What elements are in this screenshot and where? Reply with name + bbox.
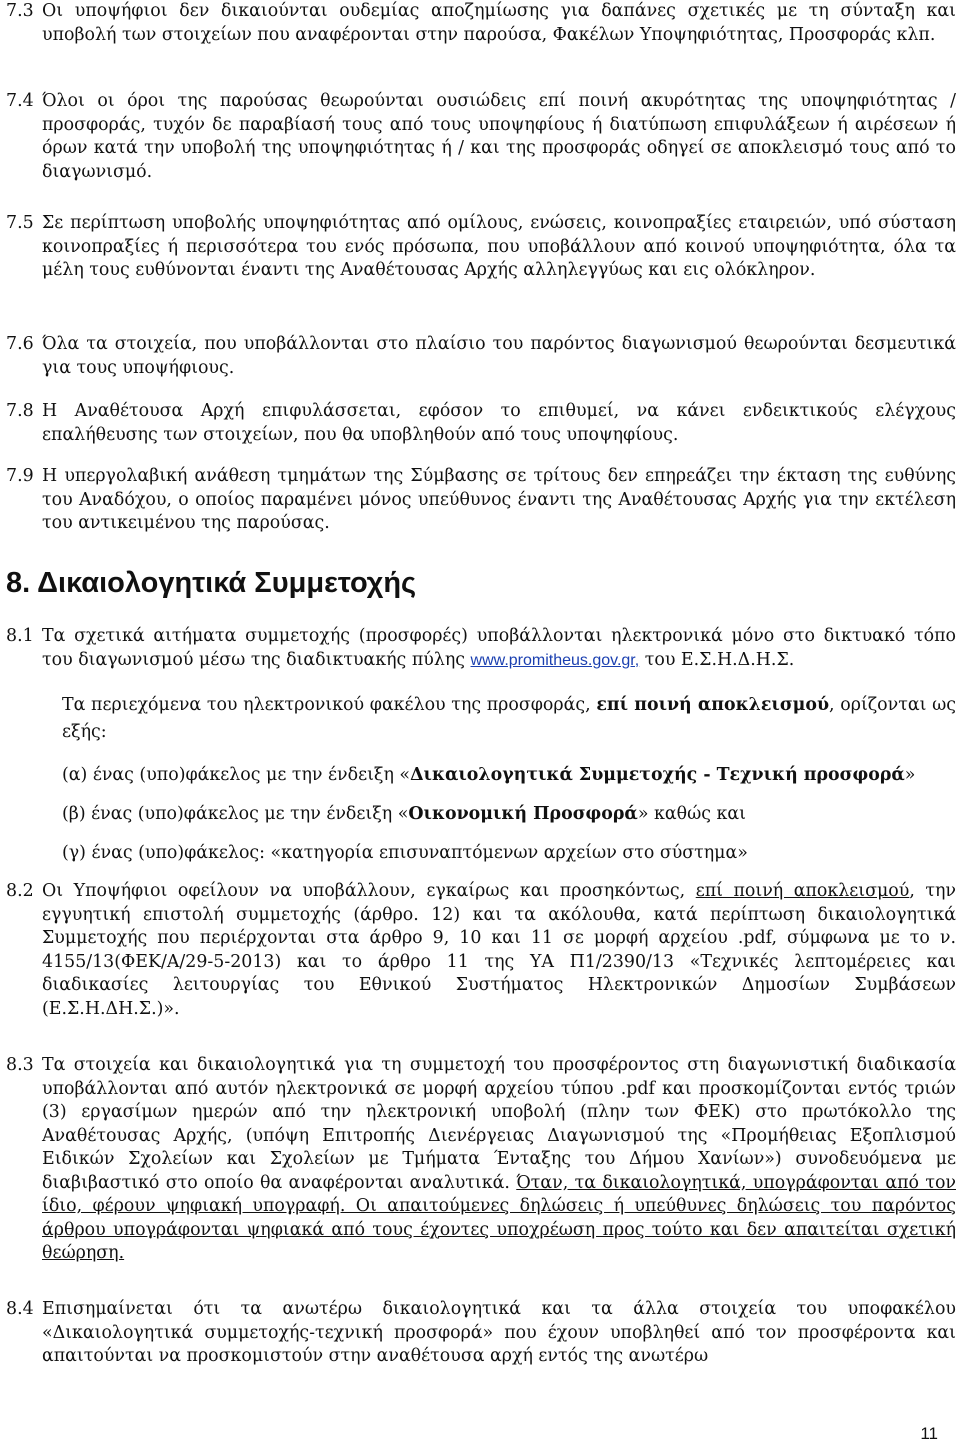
intro-text-end: , ορίζονται ως εξής: — [62, 695, 957, 742]
paragraph-text: Τα στοιχεία και δικαιολογητικά για τη συμμετοχή του προσφέροντος στη διαγωνιστική διαδικασία υποβάλλονται από αυτόν ηλεκτρονικά σε μορφή αρχείου τύπου .pdf και προσκομίζονται εντός τριών (3) εργασίμων ημερών από την ηλεκτρονική υποβολή (πλην των ΦΕΚ) στο πρωτόκολλο της Αναθέτουσας Αρχής, (υπόψη Επιτροπής Διενέργειας Διαγωνισμού της «Προμήθειας Εξοπλισμού Ειδικών Σχολείων και Σχολείων με Τμήματα Ένταξης του Δήμου Χανίων») συνοδευόμενα με διαβιβαστικό στο οποίο θα αναφέρονται αναλυτικά. — [42, 1055, 956, 1193]
contents-intro — [62, 692, 956, 746]
paragraph-text: Οι Υποψήφιοι οφείλουν να υποβάλλουν, εγκαίρως και προσηκόντως, — [42, 881, 686, 901]
paragraph-text: Η υπεργολαβική ανάθεση τμημάτων της Σύμβασης σε τρίτους δεν επηρεάζει την έκταση της ευθύνης του Αναδόχου, ο οποίος παραμένει μόνος υπεύθυνος έναντι της Αναθέτουσας Αρχής για την εκτέλεση του αντικειμένου της παρούσας. — [42, 466, 956, 533]
item-a-prefix: (α) ένας (υπο)φάκελος με την ένδειξη « — [62, 765, 411, 785]
paragraph-number: 8.4 — [6, 1299, 34, 1319]
paragraph-text: Όλοι οι όροι της παρούσας θεωρούνται ουσιώδεις επί ποινή ακυρότητας της υποψηφιότητας / προσφοράς, τυχόν δε παραβίασή τους από τους υποψηφίους ή διατύπωση επιφυλάξεων ή αιρέσεων ή όρων κατά την υποβολή της υποψηφιότητας ή / και της προσφοράς οδηγεί σε αποκλεισμό τους από το διαγωνισμό. — [42, 91, 956, 182]
paragraph-number: 8.1 — [6, 626, 34, 646]
item-a-bold: Δικαιολογητικά Συμμετοχής - Τεχνική προσφορά — [410, 765, 905, 785]
paragraph-number: 7.3 — [6, 1, 34, 21]
intro-text: Τα περιεχόμενα του ηλεκτρονικού φακέλου της προσφοράς, — [62, 695, 591, 715]
paragraph-7-4 — [6, 90, 956, 184]
paragraph-7-5 — [6, 212, 956, 283]
paragraph-text: Οι υποψήφιοι δεν δικαιούνται ουδεμίας αποζημίωσης για δαπάνες σχετικές με τη σύνταξη και υποβολή των στοιχείων που αναφέρονται στην παρούσα, Φακέλων Υποψηφιότητας, Προσφοράς κλπ. — [42, 1, 956, 45]
item-b-suffix: » καθώς και — [637, 804, 746, 824]
item-a-suffix: » — [904, 765, 916, 785]
page-number: 11 — [920, 1424, 938, 1443]
paragraph-8-1 — [6, 625, 956, 672]
paragraph-text: Τα σχετικά αιτήματα συμμετοχής (προσφορές) υποβάλλονται ηλεκτρονικά μόνο στο δικτυακό τόπο του διαγωνισμού μέσω της διαδικτυακής πύλης — [42, 626, 956, 670]
paragraph-text: Όλα τα στοιχεία, που υποβάλλονται στο πλαίσιο του παρόντος διαγωνισμού θεωρούνται δεσμευτικά για τους υποψήφιους. — [42, 334, 956, 378]
paragraph-text: Σε περίπτωση υποβολής υποψηφιότητας από ομίλους, ενώσεις, κοινοπραξίες εταιρειών, υπό σύσταση κοινοπραξίες ή περισσότερα του ενός πρόσωπα, που υποβάλλουν από κοινού υποψηφιότητα, όλα τα μέλη τους ευθύνονται έναντι της Αναθέτουσας Αρχής αλληλεγγύως και εις ολόκληρον. — [42, 213, 956, 280]
paragraph-text-end: , την εγγυητική επιστολή συμμετοχής (άρθρο. 12) και τα ακόλουθα, κατά περίπτωση δικαιολογητικά Συμμετοχής που περιέρχονται στα άρθρο 9, 10 και 11 σε μορφή αρχείου .pdf, σύμφωνα με το ν. 4155/13(ΦΕΚ/Α/29-5-2013) και το άρθρο 11 της ΥΑ Π1/2390/13 «Τεχνικές λεπτομέρειες και διαδικασίες λειτουργίας του Εθνικού Συστήματος Ηλεκτρονικών Δημοσίων Συμβάσεων (Ε.Σ.Η.ΔΗ.Σ.)». — [42, 881, 956, 1019]
paragraph-7-8 — [6, 400, 956, 447]
contents-item-c: (γ) ένας (υπο)φάκελος: «κατηγορία επισυναπτόμενων αρχείων στο σύστημα» — [62, 843, 748, 863]
item-b-bold: Οικονομική Προσφορά — [408, 804, 638, 824]
paragraph-8-3 — [6, 1054, 956, 1266]
paragraph-number: 7.9 — [6, 466, 34, 486]
paragraph-text-end: του Ε.Σ.Η.Δ.Η.Σ. — [644, 649, 795, 670]
section-heading-8: 8. Δικαιολογητικά Συμμετοχής — [6, 567, 417, 599]
underlined-text: Όταν, τα δικαιολογητικά, υπογράφονται από τον ίδιο, φέρουν ψηφιακή υπογραφή. Οι απαιτούμενες δηλώσεις ή υπεύθυνες δηλώσεις του παρόντος άρθρου υπογράφονται ψηφιακά από τους έχοντες υποχρέωση προς τούτο και δεν απαιτείται σχετική θεώρηση. — [42, 1172, 956, 1263]
paragraph-7-6 — [6, 333, 956, 380]
paragraph-number: 7.5 — [6, 213, 34, 233]
paragraph-7-3 — [6, 0, 956, 47]
paragraph-number: 8.3 — [6, 1055, 34, 1075]
paragraph-8-4 — [6, 1298, 956, 1369]
item-b-prefix: (β) ένας (υπο)φάκελος με την ένδειξη « — [62, 804, 409, 824]
paragraph-number: 7.4 — [6, 91, 34, 111]
contents-item-b — [62, 801, 956, 828]
underlined-text: επί ποινή αποκλεισμού — [695, 881, 910, 901]
paragraph-number: 8.2 — [6, 881, 34, 901]
paragraph-8-2 — [6, 880, 956, 1021]
paragraph-number: 7.6 — [6, 334, 34, 354]
paragraph-text: Η Αναθέτουσα Αρχή επιφυλάσσεται, εφόσον το επιθυμεί, να κάνει ενδεικτικούς ελέγχους επαλήθευσης των στοιχείων, που θα υποβληθούν από τους υποψηφίους. — [42, 401, 956, 445]
promitheus-link[interactable]: www.promitheus.gov.gr, — [470, 651, 640, 669]
paragraph-number: 7.8 — [6, 401, 34, 421]
paragraph-text: Επισημαίνεται ότι τα ανωτέρω δικαιολογητικά και τα άλλα στοιχεία του υποφακέλου «Δικαιολογητικά συμμετοχής-τεχνική προσφορά» που έχουν υποβληθεί από τον προσφέροντα και απαιτούνται να προσκομιστούν στην αναθέτουσα αρχή εντός της ανωτέρω — [42, 1299, 956, 1366]
paragraph-7-9 — [6, 465, 956, 536]
contents-item-a — [62, 762, 956, 789]
intro-bold: επί ποινή αποκλεισμού — [596, 695, 830, 715]
